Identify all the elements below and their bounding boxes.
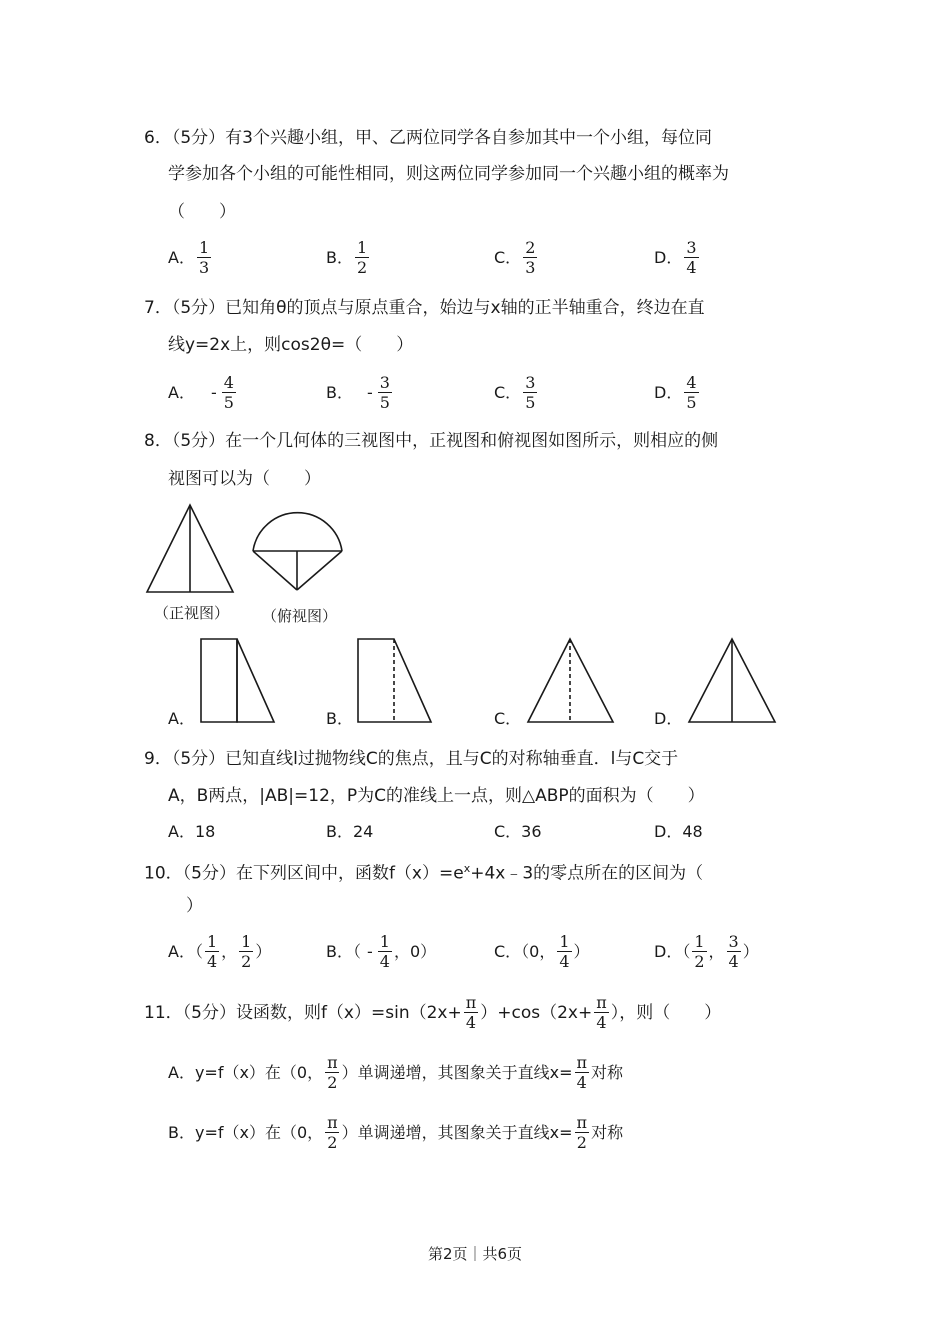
q8-option-b-figure[interactable] [356,637,434,725]
option-label: B．（ [326,941,361,961]
q8-option-c-label[interactable]: C． [494,709,522,728]
option-label: C． [494,247,522,267]
q10-stem-text-rest: +4x﹣3的零点所在的区间为（ [470,863,704,884]
fraction: $\frac{\pi}{2}$ [327,1113,338,1152]
q10-stem-text: 10．（5分）在下列区间中，函数f（x）=e [144,863,464,884]
option-a-rectangle [201,639,237,722]
top-view-semicircle [253,513,342,551]
fraction: $\frac{3}{4}$ [728,932,739,971]
q10-stem-line2: ） [186,896,203,916]
fraction: $\frac{3}{4}$ [686,238,697,277]
option-text: B．y=f（x）在（0， [168,1122,324,1142]
q11-stem-mid: ）+cos（2x+ [480,1002,593,1023]
option-a-triangle [237,639,274,722]
q8-stem-line2: 视图可以为（ ） [168,469,321,489]
q11-option-b[interactable] [168,1113,623,1152]
q8-option-b-label[interactable]: B． [326,709,353,728]
fraction: $\frac{\pi}{4}$ [576,1053,588,1092]
option-label: D． [654,382,683,402]
top-view-caption: （俯视图） [262,607,338,625]
q6-option-d[interactable] [654,238,701,277]
q9-stem-line1: 9．（5分）已知直线l过抛物线C的焦点，且与C的对称轴垂直．l与C交于 [144,749,679,769]
option-label: B． [326,382,353,402]
minus-sign: - [210,382,217,402]
fraction: $\frac{1}{4}$ [559,932,570,971]
fraction: $\frac{\pi}{4}$ [596,993,607,1032]
page-footer: 第2页｜共6页 [427,1245,523,1263]
option-label: A． [168,382,195,402]
front-view-figure [145,503,237,595]
option-label: A．（ [168,941,203,961]
fraction: $\frac{4}{5}$ [686,373,697,412]
option-text-mid: ）单调递增，其图象关于直线x= [341,1122,573,1142]
option-text: A．y=f（x）在（0， [168,1062,324,1082]
q9-option-b[interactable]: B．24 [326,822,374,841]
top-view-figure [251,502,345,594]
q11-option-a[interactable] [168,1053,623,1092]
q7-option-c[interactable] [494,373,539,412]
q7-stem-line1: 7．（5分）已知角θ的顶点与原点重合，始边与x轴的正半轴重合，终边在直 [144,298,705,318]
fraction: $\frac{1}{2}$ [694,932,705,971]
minus-sign: - [366,382,373,402]
q7-stem-line2: 线y=2x上，则cos2θ=（ ） [168,335,414,355]
q8-option-d-label[interactable]: D． [654,709,683,728]
fraction: $\frac{2}{3}$ [525,238,536,277]
option-label: B． [326,247,353,267]
close-paren: ） [742,941,759,961]
option-label: D．（ [654,941,691,961]
fraction: $\frac{3}{5}$ [379,373,390,412]
q6-option-c[interactable] [494,238,539,277]
option-label: A． [168,247,195,267]
q8-option-a-label[interactable]: A． [168,709,195,728]
q7-option-a[interactable] [168,373,238,412]
q10-option-b[interactable] [326,932,436,971]
option-text-end: 对称 [591,1062,624,1082]
q10-option-a[interactable] [168,932,271,971]
fraction: $\frac{4}{5}$ [223,373,234,412]
separator: ， [708,941,725,961]
q8-option-c-figure[interactable] [526,637,616,725]
option-label: D． [654,247,683,267]
top-view-right-edge [297,551,342,590]
separator: ， [221,941,238,961]
fraction: $\frac{\pi}{2}$ [327,1053,338,1092]
q10-option-d[interactable] [654,932,759,971]
q8-option-d-figure[interactable] [687,637,779,725]
option-text-end: 对称 [591,1122,624,1142]
q9-option-a[interactable]: A．18 [168,822,216,841]
close-paren: ） [573,941,590,961]
fraction: $\frac{1}{2}$ [356,238,368,277]
fraction: $\frac{3}{5}$ [525,373,536,412]
q10-option-c[interactable] [494,932,590,971]
q11-stem-text: 11．（5分）设函数，则f（x）=sin（2x+ [144,1002,462,1023]
q6-option-a[interactable] [168,238,213,277]
rest: ，0） [393,941,437,961]
option-label: C． [494,382,522,402]
fraction: $\frac{1}{2}$ [241,932,252,971]
q9-stem-line2: A，B两点，|AB|=12，P为C的准线上一点，则△ABP的面积为（ ） [168,786,705,806]
q11-stem-end: ），则（ ） [610,1002,722,1023]
q9-option-d[interactable]: D．48 [654,822,703,841]
top-view-left-edge [253,551,297,590]
q10-stem-line1 [144,857,703,886]
q8-option-a-figure[interactable] [199,637,277,725]
minus-sign: - [366,941,373,961]
front-view-caption: （正视图） [154,604,230,622]
exponent: x [463,862,471,875]
close-paren: ） [255,941,272,961]
fraction: $\frac{1}{4}$ [379,932,390,971]
fraction: $\frac{\pi}{4}$ [465,993,477,1032]
fraction: $\frac{1}{3}$ [198,238,210,277]
q6-stem-line3: （ ） [168,202,236,222]
option-label: C．（0， [494,941,556,961]
q7-option-d[interactable] [654,373,701,412]
q11-stem [144,993,721,1032]
option-text-mid: ）单调递增，其图象关于直线x= [341,1062,573,1082]
fraction: $\frac{\pi}{2}$ [576,1113,588,1152]
q7-option-b[interactable] [326,373,394,412]
q9-option-c[interactable]: C．36 [494,822,542,841]
q6-option-b[interactable] [326,238,371,277]
q8-stem-line1: 8．（5分）在一个几何体的三视图中，正视图和俯视图如图所示，则相应的侧 [144,431,719,451]
q6-stem-line2: 学参加各个小组的可能性相同，则这两位同学参加同一个兴趣小组的概率为 [168,164,729,184]
fraction: $\frac{1}{4}$ [206,932,218,971]
q6-stem-line1: 6．（5分）有3个兴趣小组，甲、乙两位同学各自参加其中一个小组，每位同 [144,128,712,148]
